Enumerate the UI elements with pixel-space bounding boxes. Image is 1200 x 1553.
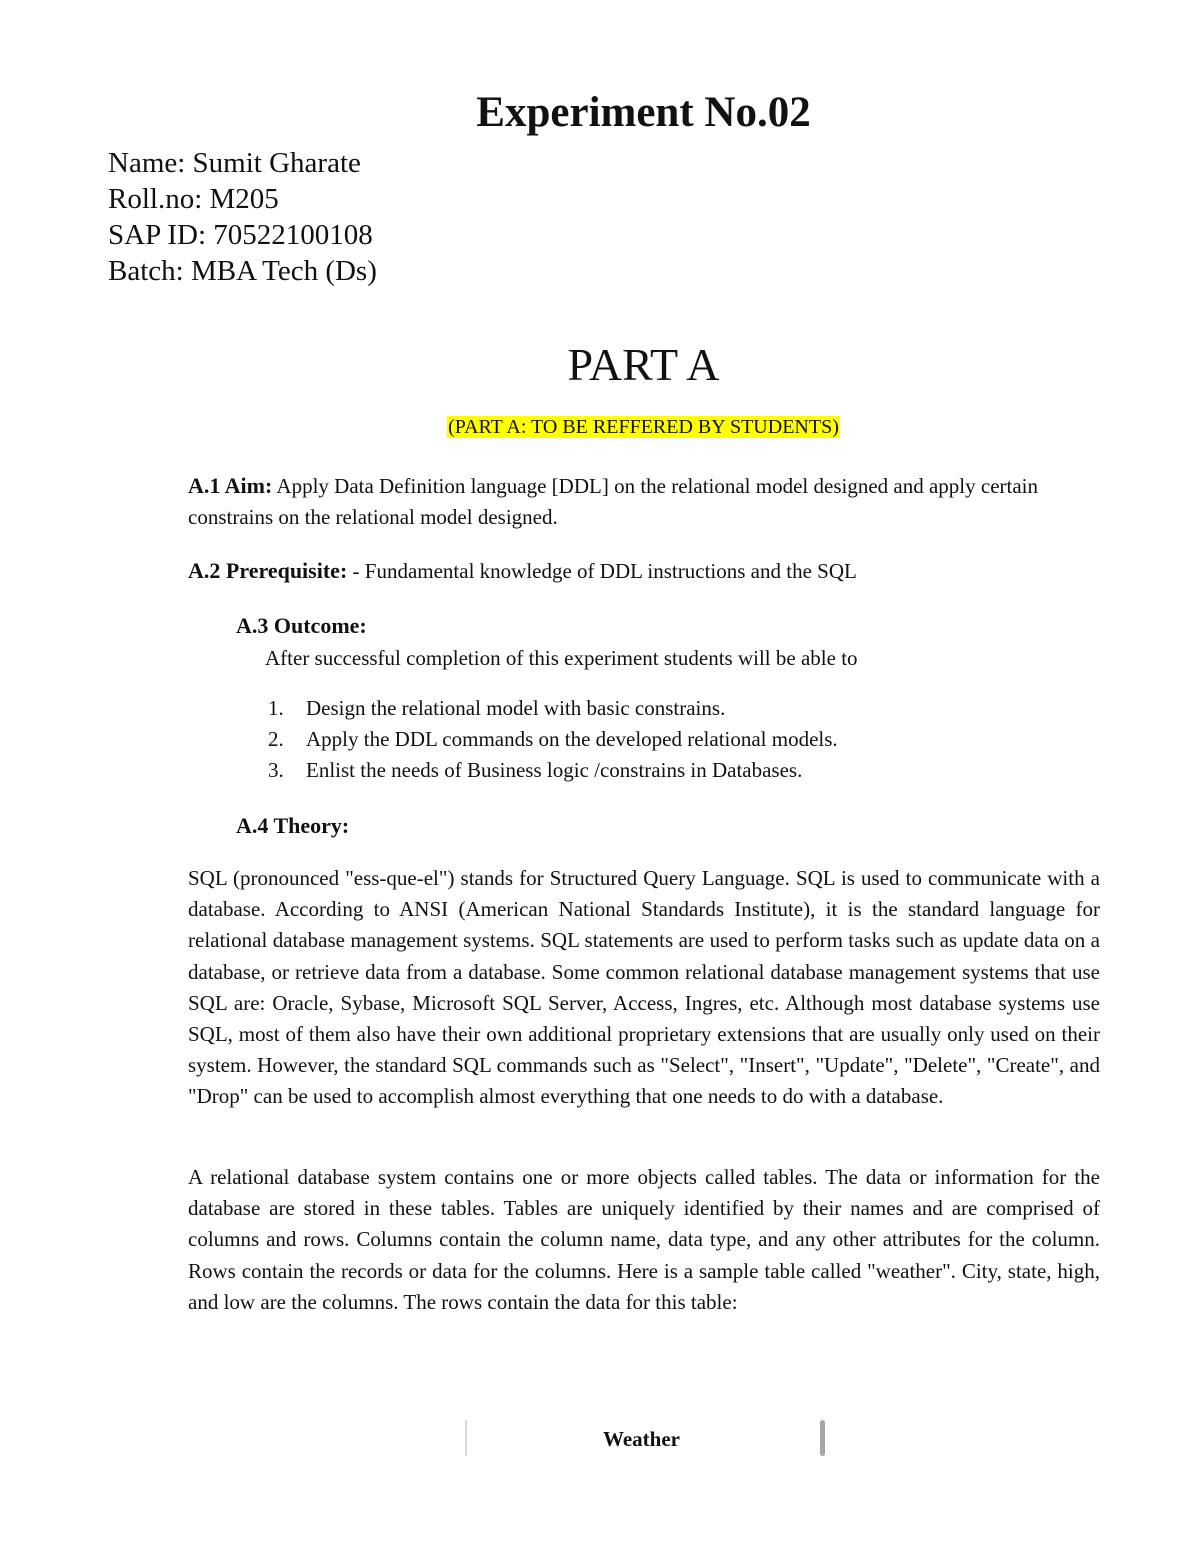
- student-sap-id: SAP ID: 70522100108: [108, 219, 373, 251]
- theory-paragraph-2: A relational database system contains one or more objects called tables. The data or information for the database are stored in these tables. Tables are uniquely identified by their names and are comprised of columns and rows. Columns contain the column name, data type, and any other attributes for the column. Rows contain the records or data for the columns. Here is a sample table called "weather". City, state, high, and low are the columns. The rows contain the data for this table:: [188, 1165, 1100, 1314]
- student-batch: Batch: MBA Tech (Ds): [108, 255, 377, 287]
- theory-paragraph-1: SQL (pronounced "ess-que-el") stands for Structured Query Language. SQL is used to communicate with a database. According to ANSI (American National Standards Institute), it is the standard language for relational database management systems. SQL statements are used to perform tasks such as update data on a database, or retrieve data from a database. Some common relational database management systems that use SQL are: Oracle, Sybase, Microsoft SQL Server, Access, Ingres, etc. Although most database systems use SQL, most of them also have their own additional proprietary extensions that are usually only used on their system. However, the standard SQL commands such as "Select", "Insert", "Update", "Delete", "Create", and "Drop" can be used to accomplish almost everything that one needs to do with a database.: [188, 866, 1100, 1109]
- table-caption: Weather: [603, 1427, 680, 1451]
- list-item-text: Enlist the needs of Business logic /constrains in Databases.: [306, 758, 803, 782]
- aim-label: A.1 Aim:: [188, 473, 273, 498]
- part-note: [0, 416, 1200, 439]
- list-item-number: 1.: [268, 696, 284, 720]
- list-item-number: 3.: [268, 758, 284, 782]
- table-border-right: [820, 1420, 825, 1456]
- prerequisite-text: - Fundamental knowledge of DDL instructions and the SQL: [347, 559, 857, 583]
- theory-label: A.4 Theory:: [236, 813, 350, 838]
- student-info: [108, 145, 377, 289]
- aim-section: [188, 470, 1100, 533]
- aim-text: Apply Data Definition language [DDL] on the relational model designed and apply certain constrains on the relational model designed.: [188, 474, 1039, 529]
- page-title: Experiment No.02: [476, 89, 811, 136]
- table-border-left: [465, 1420, 467, 1456]
- list-item: [268, 755, 838, 786]
- list-item: [268, 724, 838, 755]
- list-item-text: Design the relational model with basic constrains.: [306, 696, 726, 720]
- outcome-list: [268, 693, 838, 786]
- list-item: [268, 693, 838, 724]
- student-name: Name: Sumit Gharate: [108, 147, 361, 179]
- outcome-heading: [236, 610, 367, 642]
- part-note-highlight: (PART A: TO BE REFFERED BY STUDENTS): [448, 416, 839, 438]
- outcome-intro: After successful completion of this experiment students will be able to: [265, 646, 858, 670]
- outcome-label: A.3 Outcome:: [236, 613, 367, 638]
- list-item-text: Apply the DDL commands on the developed relational models.: [306, 727, 838, 751]
- part-title: PART A: [567, 339, 720, 390]
- student-roll: Roll.no: M205: [108, 183, 279, 215]
- list-item-number: 2.: [268, 727, 284, 751]
- theory-heading: [236, 810, 349, 842]
- prerequisite-section: [188, 555, 1100, 587]
- prerequisite-label: A.2 Prerequisite:: [188, 558, 348, 583]
